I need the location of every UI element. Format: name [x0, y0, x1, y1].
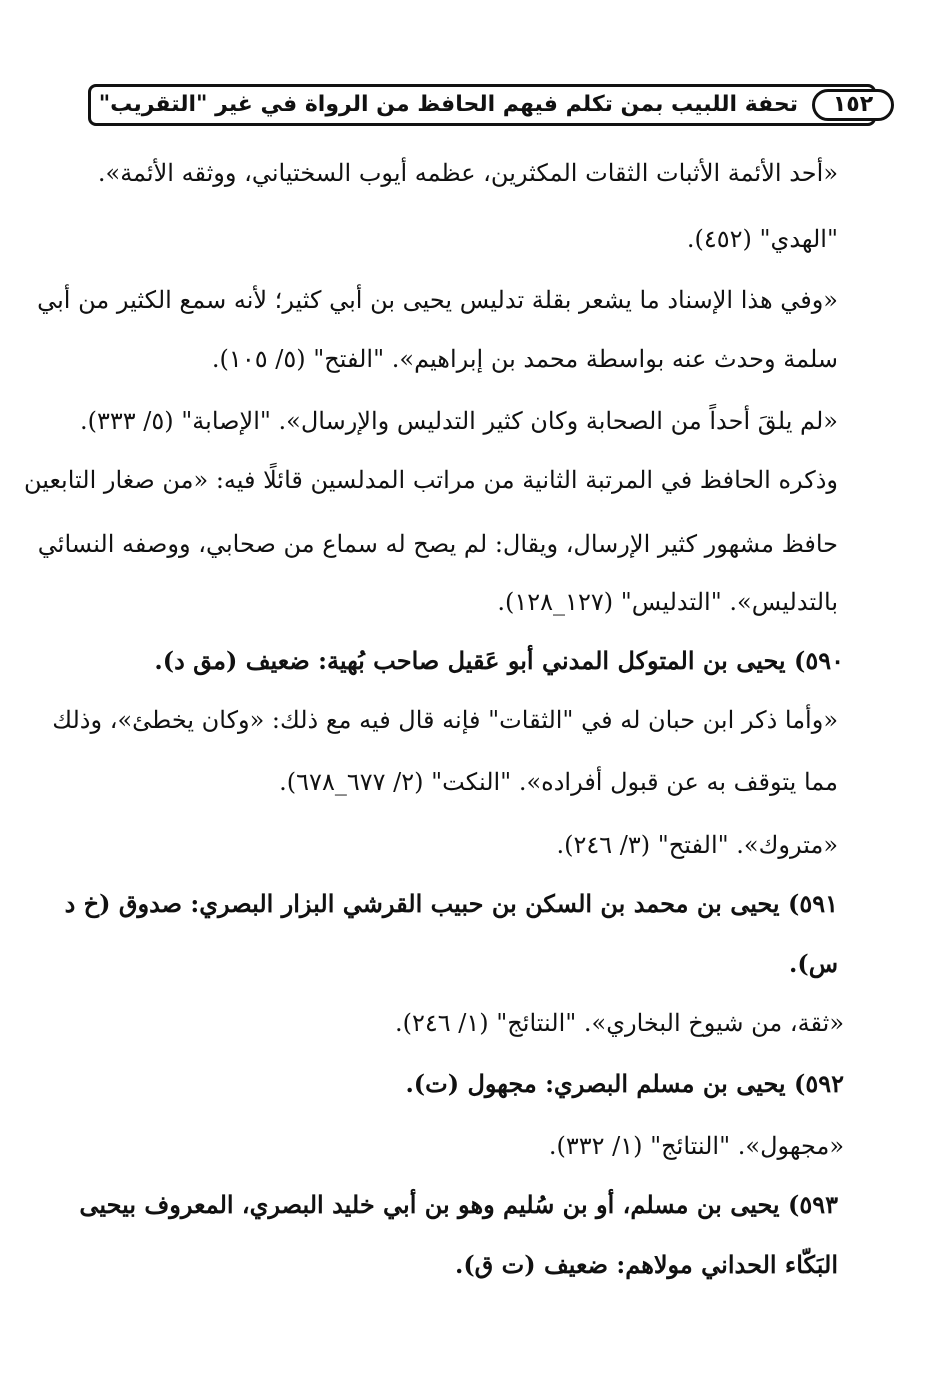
text-line: «مجهول». "النتائج" (١/ ٣٣٢).	[548, 1132, 844, 1160]
text-line: حافظ مشهور كثير الإرسال، ويقال: لم يصح له سماع من صحابي، ووصفه النسائي	[37, 530, 838, 558]
entry-heading-continued: س).	[788, 949, 838, 978]
text-line: «لم يلقَ أحداً من الصحابة وكان كثير التدليس والإرسال». "الإصابة" (٥/ ٣٣٣).	[79, 407, 838, 435]
entry-heading: ٥٩١) يحيى بن محمد بن السكن بن حبيب القرشي البزار البصري: صدوق (خ د	[64, 889, 838, 918]
entry-heading: ٥٩٢) يحيى بن مسلم البصري: مجهول (ت).	[405, 1069, 844, 1098]
text-line: مما يتوقف به عن قبول أفراده». "النكت" (٢/ ٦٧٧_٦٧٨).	[279, 768, 838, 796]
text-line: «متروك». "الفتح" (٣/ ٢٤٦).	[556, 831, 838, 859]
entry-heading: ٥٩٣) يحيى بن مسلم، أو بن سُليم وهو بن أبي خليد البصري، المعروف بيحيى	[79, 1190, 838, 1219]
text-line: «أحد الأئمة الأثبات الثقات المكثرين، عظمه أيوب السختياني، ووثقه الأئمة».	[97, 159, 838, 187]
text-line: "الهدي" (٤٥٢).	[686, 225, 838, 253]
text-line: سلمة وحدث عنه بواسطة محمد بن إبراهيم». "الفتح" (٥/ ١٠٥).	[211, 345, 838, 373]
entry-heading-continued: البَكّاء الحداني مولاهم: ضعيف (ت ق).	[454, 1250, 838, 1279]
entry-heading: ٥٩٠) يحيى بن المتوكل المدني أبو عَقيل صاحب بُهية: ضعيف (مق د).	[154, 646, 844, 675]
page-number: ١٥٢	[812, 89, 894, 121]
text-line: «وفي هذا الإسناد ما يشعر بقلة تدليس يحيى بن أبي كثير؛ لأنه سمع الكثير من أبي	[37, 286, 838, 314]
text-line: «وأما ذكر ابن حبان له في "الثقات" فإنه قال فيه مع ذلك: «وكان يخطئ»، وذلك	[52, 706, 838, 734]
text-line: «ثقة، من شيوخ البخاري». "النتائج" (١/ ٢٤٦).	[394, 1009, 844, 1037]
text-line: وذكره الحافظ في المرتبة الثانية من مراتب المدلسين قائلًا فيه: «من صغار التابعين	[23, 466, 838, 494]
running-header-title: تحفة اللبيب بمن تكلم فيهم الحافظ من الرواة في غير "التقريب"	[98, 92, 798, 117]
text-line: بالتدليس». "التدليس" (١٢٧_١٢٨).	[497, 588, 838, 616]
